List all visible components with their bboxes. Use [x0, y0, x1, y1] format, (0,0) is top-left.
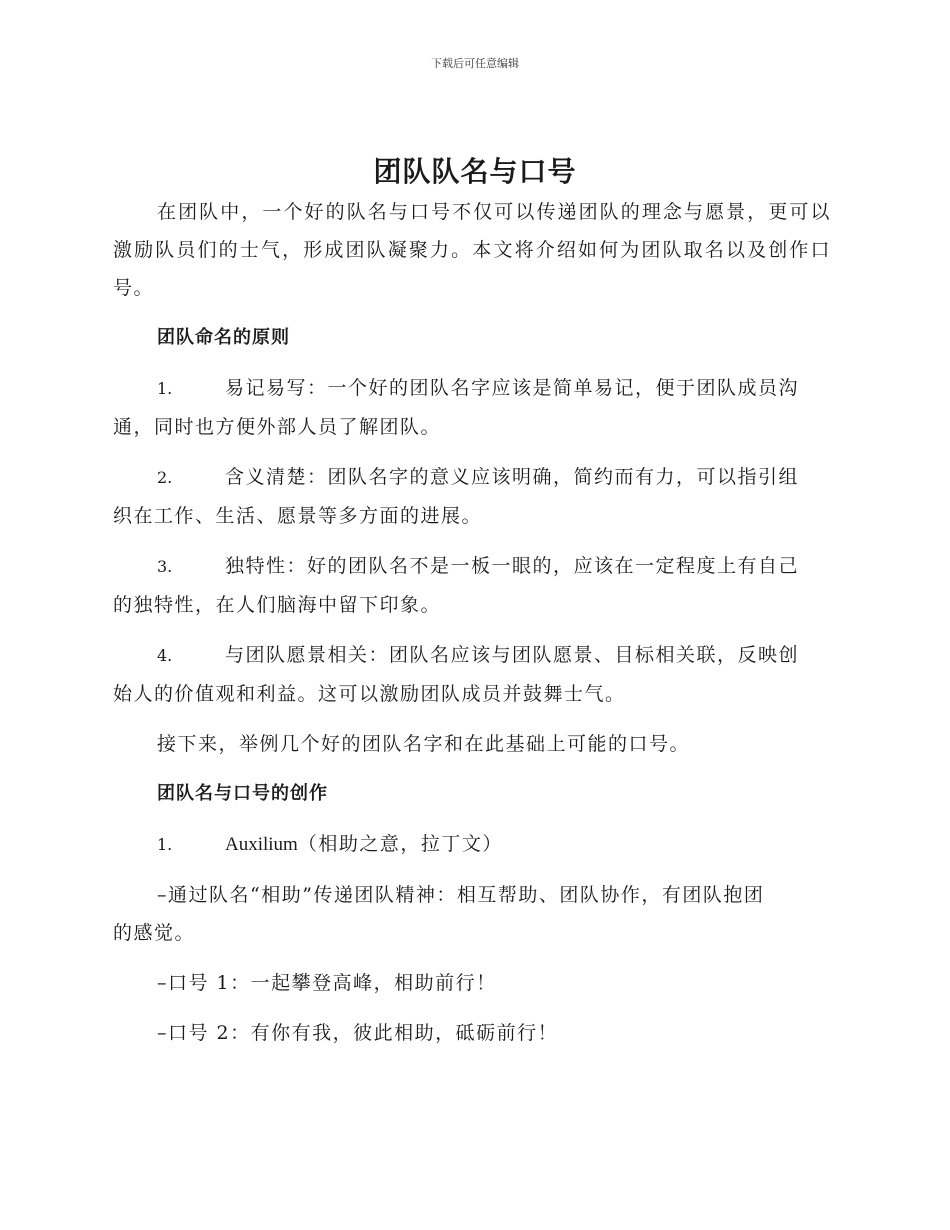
team-name: Auxilium	[225, 834, 298, 855]
description-line: –通过队名“相助”传递团队精神：相互帮助、团队协作，有团队抱团	[157, 884, 765, 906]
list-item-text: 独特性：好的团队名不是一板一眼的，应该在一定程度上有自己	[225, 555, 800, 577]
section-heading-naming-principles: 团队命名的原则	[157, 327, 290, 348]
example-item	[113, 825, 831, 864]
list-item-continuation: 始人的价值观和利益。这可以激励团队成员并鼓舞士气。	[113, 683, 626, 705]
example-description	[113, 876, 831, 952]
transition-paragraph: 接下来，举例几个好的团队名字和在此基础上可能的口号。	[157, 733, 691, 755]
list-item	[113, 458, 831, 535]
list-item-continuation: 织在工作、生活、愿景等多方面的进展。	[113, 505, 483, 527]
list-item	[113, 369, 831, 446]
list-number: 1.	[157, 835, 173, 854]
description-continuation: 的感觉。	[113, 922, 196, 944]
slogan-1: –口号 1：一起攀登高峰，相助前行！	[157, 972, 497, 994]
page-title: 团队队名与口号	[373, 155, 577, 188]
section-heading-name-and-slogan: 团队名与口号的创作	[157, 783, 328, 804]
list-item-continuation: 通，同时也方便外部人员了解团队。	[113, 416, 442, 438]
list-number: 1.	[157, 379, 173, 398]
list-item-text: 含义清楚：团队名字的意义应该明确，简约而有力，可以指引组	[225, 466, 800, 488]
list-item-text: 与团队愿景相关：团队名应该与团队愿景、目标相关联，反映创	[225, 644, 800, 666]
document-body	[113, 193, 831, 1064]
list-number: 2.	[157, 468, 173, 487]
list-number: 4.	[157, 646, 173, 665]
list-item-text: 易记易写：一个好的团队名字应该是简单易记，便于团队成员沟	[225, 377, 800, 399]
list-item	[113, 547, 831, 624]
list-item-continuation: 的独特性，在人们脑海中留下印象。	[113, 594, 442, 616]
slogan-2: –口号 2：有你有我，彼此相助，砥砺前行！	[157, 1022, 559, 1044]
header-note: 下载后可任意编辑	[431, 57, 519, 70]
list-number: 3.	[157, 557, 173, 576]
list-item	[113, 636, 831, 713]
team-name-note: （相助之意，拉丁文）	[297, 833, 503, 855]
intro-paragraph: 在团队中，一个好的队名与口号不仅可以传递团队的理念与愿景，更可以激励队员们的士气，形成团队凝聚力。本文将介绍如何为团队取名以及创作口号。	[113, 201, 831, 299]
